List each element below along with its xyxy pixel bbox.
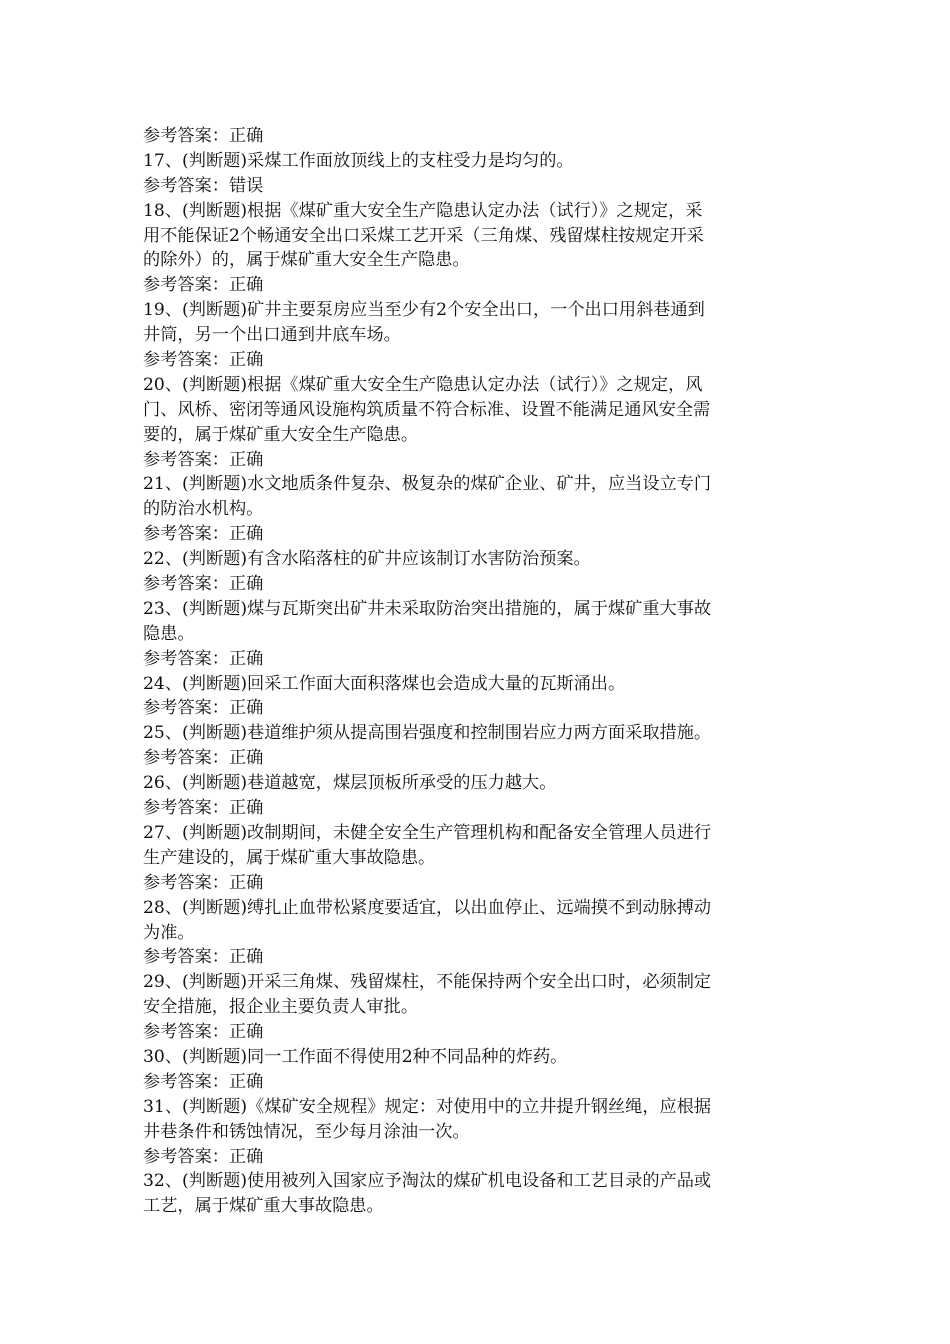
question-text: 的除外）的，属于煤矿重大安全生产隐患。 bbox=[143, 250, 470, 271]
question-text: 井巷条件和锈蚀情况，至少每月涂油一次。 bbox=[143, 1121, 470, 1142]
question-text: 工艺，属于煤矿重大事故隐患。 bbox=[143, 1196, 384, 1217]
question-text: 19、(判断题)矿井主要泵房应当至少有2个安全出口，一个出口用斜巷通到 bbox=[143, 300, 705, 321]
answer-line: 参考答案：正确 bbox=[143, 748, 264, 769]
question-text: 17、(判断题)采煤工作面放顶线上的支柱受力是均匀的。 bbox=[143, 150, 574, 171]
question-text: 27、(判断题)改制期间，未健全安全生产管理机构和配备安全管理人员进行 bbox=[143, 822, 712, 843]
question-text: 井筒，另一个出口通到井底车场。 bbox=[143, 325, 401, 346]
question-text: 31、(判断题)《煤矿安全规程》规定：对使用中的立井提升钢丝绳，应根据 bbox=[143, 1096, 712, 1117]
answer-line: 参考答案：正确 bbox=[143, 872, 264, 893]
answer-line: 参考答案：正确 bbox=[143, 648, 264, 669]
question-text: 隐患。 bbox=[143, 623, 195, 644]
question-text: 22、(判断题)有含水陷落柱的矿井应该制订水害防治预案。 bbox=[143, 549, 591, 570]
question-20 bbox=[143, 373, 813, 473]
question-text: 29、(判断题)开采三角煤、残留煤柱，不能保持两个安全出口时，必须制定 bbox=[143, 972, 712, 993]
question-text: 生产建设的，属于煤矿重大事故隐患。 bbox=[143, 847, 436, 868]
document-body bbox=[143, 124, 813, 1219]
question-text: 安全措施，报企业主要负责人审批。 bbox=[143, 997, 419, 1018]
question-text: 为准。 bbox=[143, 922, 195, 943]
question-text: 32、(判断题)使用被列入国家应予淘汰的煤矿机电设备和工艺目录的产品或 bbox=[143, 1171, 712, 1192]
question-text: 要的，属于煤矿重大安全生产隐患。 bbox=[143, 424, 419, 445]
question-21 bbox=[143, 472, 813, 547]
answer-line: 参考答案：正确 bbox=[143, 1071, 264, 1092]
question-text: 24、(判断题)回采工作面大面积落煤也会造成大量的瓦斯涌出。 bbox=[143, 673, 626, 694]
answer-line: 参考答案：正确 bbox=[143, 798, 264, 819]
answer-line: 参考答案：正确 bbox=[143, 524, 264, 545]
question-25 bbox=[143, 721, 813, 771]
question-23 bbox=[143, 597, 813, 672]
question-text: 25、(判断题)巷道维护须从提高围岩强度和控制围岩应力两方面采取措施。 bbox=[143, 723, 712, 744]
question-text: 门、风桥、密闭等通风设施构筑质量不符合标准、设置不能满足通风安全需 bbox=[143, 399, 711, 420]
question-text: 26、(判断题)巷道越宽，煤层顶板所承受的压力越大。 bbox=[143, 773, 557, 794]
answer-line: 参考答案：正确 bbox=[143, 449, 264, 470]
question-text: 21、(判断题)水文地质条件复杂、极复杂的煤矿企业、矿井，应当设立专门 bbox=[143, 474, 712, 495]
answer-line: 参考答案：正确 bbox=[143, 350, 264, 371]
question-text: 28、(判断题)缚扎止血带松紧度要适宜，以出血停止、远端摸不到动脉搏动 bbox=[143, 897, 712, 918]
question-24 bbox=[143, 672, 813, 722]
answer-line: 参考答案：正确 bbox=[143, 1022, 264, 1043]
question-text: 20、(判断题)根据《煤矿重大安全生产隐患认定办法（试行）》之规定，风 bbox=[143, 374, 703, 395]
answer-line: 参考答案：错误 bbox=[143, 175, 264, 196]
question-19 bbox=[143, 298, 813, 373]
question-32 bbox=[143, 1169, 813, 1219]
question-27 bbox=[143, 821, 813, 896]
answer-line: 参考答案：正确 bbox=[143, 698, 264, 719]
question-30 bbox=[143, 1045, 813, 1095]
question-22 bbox=[143, 547, 813, 597]
question-18 bbox=[143, 199, 813, 299]
answer-line: 参考答案：正确 bbox=[143, 126, 264, 146]
answer-line: 参考答案：正确 bbox=[143, 275, 264, 296]
question-28 bbox=[143, 896, 813, 971]
answer-line: 参考答案：正确 bbox=[143, 574, 264, 595]
question-text: 18、(判断题)根据《煤矿重大安全生产隐患认定办法（试行）》之规定，采 bbox=[143, 200, 703, 221]
question-text: 30、(判断题)同一工作面不得使用2种不同品种的炸药。 bbox=[143, 1046, 568, 1067]
question-26 bbox=[143, 771, 813, 821]
question-29 bbox=[143, 970, 813, 1045]
answer-line: 参考答案：正确 bbox=[143, 1146, 264, 1167]
question-text: 用不能保证2个畅通安全出口采煤工艺开采（三角煤、残留煤柱按规定开采 bbox=[143, 225, 704, 246]
question-31 bbox=[143, 1095, 813, 1170]
answer-line: 参考答案：正确 bbox=[143, 947, 264, 968]
question-text: 23、(判断题)煤与瓦斯突出矿井未采取防治突出措施的，属于煤矿重大事故 bbox=[143, 598, 712, 619]
question-17 bbox=[143, 149, 813, 199]
question-text: 的防治水机构。 bbox=[143, 499, 264, 520]
